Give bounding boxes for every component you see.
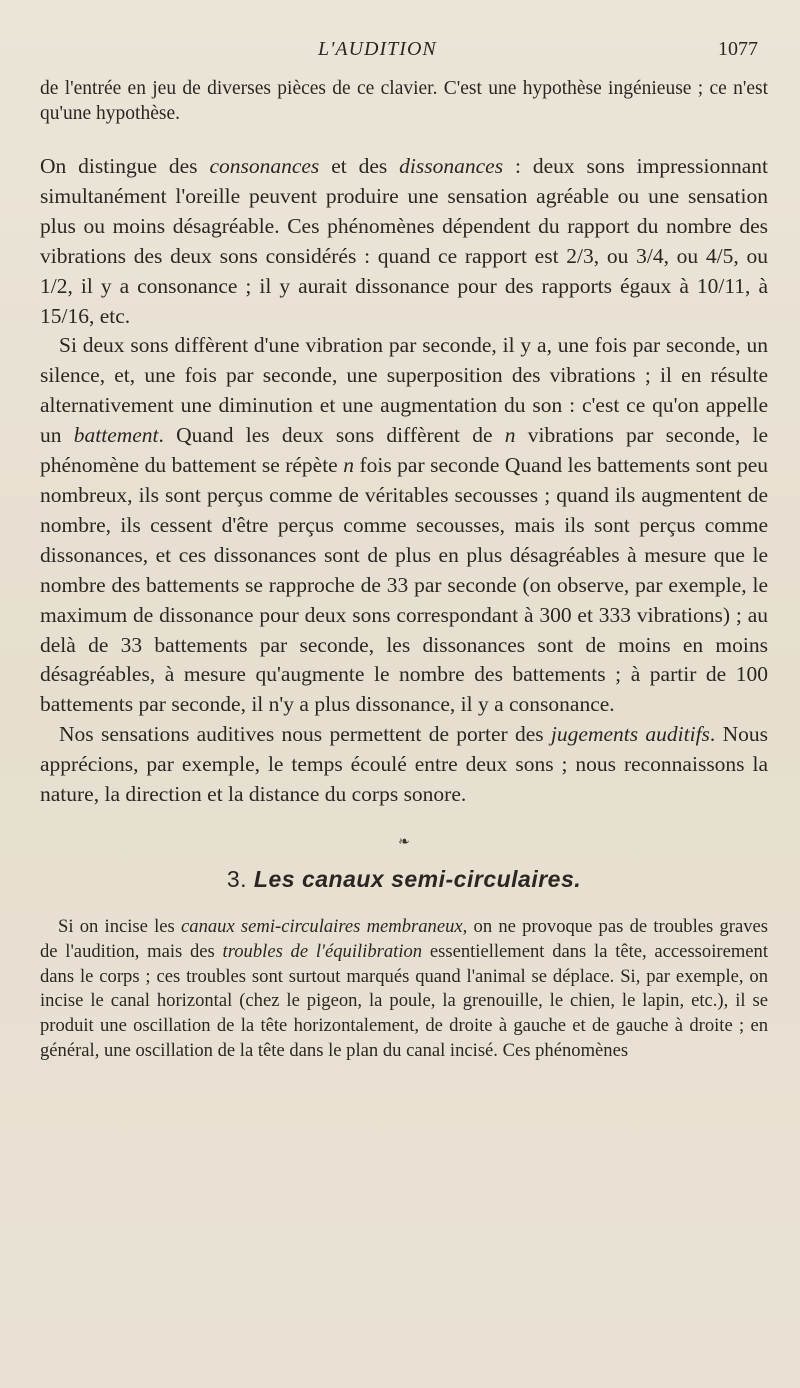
term-dissonances: dissonances xyxy=(399,154,504,178)
section-number: 3. xyxy=(226,865,248,892)
variable-n: n xyxy=(343,453,354,478)
term-jugements-auditifs: jugements auditifs xyxy=(550,722,710,747)
text-run: On distingue des xyxy=(40,154,210,178)
variable-n: n xyxy=(504,423,516,448)
small-text xyxy=(40,915,768,1064)
text-run: , on ne provoque pas de troubles graves de l'audition, mais des xyxy=(40,915,768,962)
main-text xyxy=(40,152,768,810)
ornament-mark: ❧ xyxy=(398,834,410,850)
text-run: vibrations par seconde, le phénomène du battement se répète xyxy=(40,423,769,478)
paragraph-consonances xyxy=(40,152,768,331)
paragraph-battements xyxy=(40,331,768,720)
paragraph-canaux xyxy=(40,915,768,1064)
text-run: : deux sons impressionnant simultanément l'oreille peuvent produire une sensation agréable ou une sensation plus ou moins désagréable. Ces phénomènes dépendent du rapport du nombre des vibrations des deux sons considérés : quand ce rapport est 2/3, ou 3/4, ou 4/5, ou 1/2, il y a consonance ; il y aurait dissonance pour des rapports égaux à 10/11, à 15/16, etc. xyxy=(40,154,768,328)
section-heading xyxy=(40,866,768,893)
text-run: Nos sensations auditives nous permettent de porter des xyxy=(59,722,551,747)
term-battement: battement xyxy=(73,423,159,448)
section-title: Les canaux semi-circulaires. xyxy=(253,865,582,892)
text-run: . Nous apprécions, par exemple, le temps écoulé entre deux sons ; nous reconnaissons la nature, la direction et la distance du corps sonore. xyxy=(40,722,768,807)
text-run: essentiellement dans la tête, accessoirement dans le corps ; ces troubles sont surtout marqués quand l'animal se déplace. Si, par exemple, on incise le canal horizontal (chez le pigeon, la poule, la grenouille, le chien, le lapin, etc.), il se produit une oscillation de la tête horizontalement, de droite à gauche et de gauche à droite ; en général, une oscillation de la tête dans le plan du canal incisé. Ces phénomènes xyxy=(40,940,768,1061)
running-head-title: L'AUDITION xyxy=(318,38,437,60)
text-run: fois par seconde Quand les battements sont peu nombreux, ils sont perçus comme de véritables secousses ; quand ils augmentent de nombre, ils cessent d'être perçus comme secousses, mais ils sont perçus comme dissonances, et ces dissonances sont de plus en plus désagréables à mesure que le nombre des battements se rapproche de 33 par seconde (on observe, par exemple, le maximum de dissonance pour deux sons correspondant à 300 et 333 vibrations) ; au delà de 33 battements par seconde, les dissonances sont de moins en moins désagréables, à mesure qu'augmente le nombre des battements ; à partir de 100 battements par seconde, il n'y a plus dissonance, il y a consonance. xyxy=(40,453,769,717)
page-number: 1077 xyxy=(718,38,758,60)
term-troubles-equilibration: troubles de l'équilibration xyxy=(222,940,423,962)
text-run: Si on incise les xyxy=(58,915,182,937)
text-run: . Quand les deux sons diffèrent de xyxy=(158,423,505,448)
term-consonances: consonances xyxy=(209,154,320,178)
text-run: Si deux sons diffèrent d'une vibration par seconde, il y a, une fois par seconde, un silence, et, une fois par seconde, une superposition des vibrations ; il en résulte alternativement une diminution et une augmentation du son : c'est ce qu'on appelle un xyxy=(40,333,768,448)
page-body xyxy=(40,76,768,1064)
running-head xyxy=(0,38,800,68)
paragraph-jugements xyxy=(40,720,768,810)
intro-paragraph: de l'entrée en jeu de diverses pièces de ce clavier. C'est une hypothèse ingénieuse ; ce n'est qu'une hypothèse. xyxy=(40,78,768,124)
term-canaux: canaux semi-circulaires membraneux xyxy=(181,915,463,937)
text-run: et des xyxy=(319,154,400,178)
